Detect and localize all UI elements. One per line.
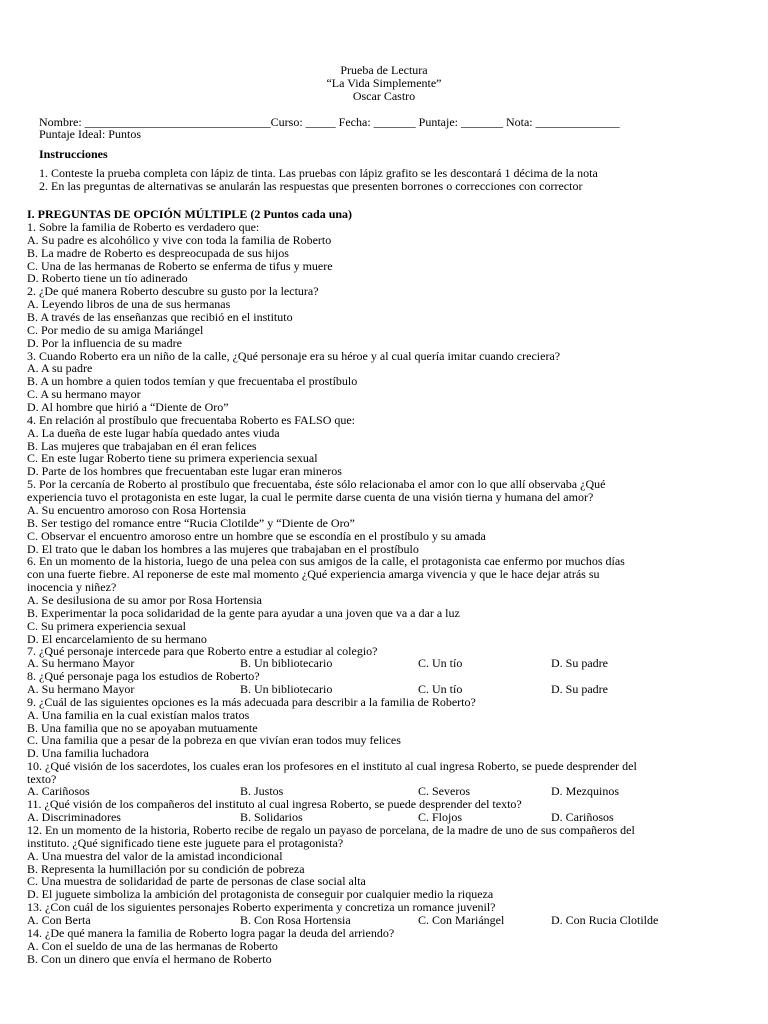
text-line: B. Con un dinero que envía el hermano de Roberto <box>27 951 272 966</box>
text-line: experiencia tuvo el protagonista en este lugar, la cual le permite darse cuenta de una visión tierna y humana del amor? <box>27 490 594 505</box>
text-line: C. Observar el encuentro amoroso entre un hombre que se escondía en el prostíbulo y su amada <box>27 528 486 543</box>
option: D. Con Rucia Clotilde <box>551 913 659 927</box>
text-line: A. A su padre <box>27 361 93 376</box>
text-line: A. Su padre es alcohólico y vive con toda la familia de Roberto <box>27 232 332 247</box>
text-line: B. Ser testigo del romance entre “Rucia Clotilde” y “Diente de Oro” <box>27 515 355 530</box>
option: A. Discriminadores <box>27 810 121 824</box>
student-info-line: Nombre: _______________________________Curso: _____ Fecha: _______ Puntaje: _______ Nota: ______________ <box>39 115 620 129</box>
text-line: 12. En un momento de la historia, Roberto recibe de regalo un payaso de porcelana, de la madre de uno de sus compañeros del <box>27 823 635 837</box>
instruction-item: 2. En las preguntas de alternativas se anularán las respuestas que presenten borrones o correcciones con corrector <box>39 179 583 193</box>
text-line: A. Una familia en la cual existían malos tratos <box>27 707 250 722</box>
option: A. Cariñosos <box>27 784 90 798</box>
text-line: D. Al hombre que hirió a “Diente de Oro” <box>27 400 229 415</box>
instruction-item: 1. Conteste la prueba completa con lápiz de tinta. Las pruebas con lápiz grafito se les descontará 1 décima de la nota <box>39 166 598 180</box>
text-line: 5. Por la cercanía de Roberto al prostíbulo que frecuentaba, éste sólo relacionaba el amor con lo que allí observaba ¿Qué <box>27 477 606 492</box>
option: C. Un tío <box>418 682 463 696</box>
option: A. Su hermano Mayor <box>27 682 135 696</box>
text-line: B. Representa la humillación por su condición de pobreza <box>27 861 305 876</box>
option: C. Severos <box>418 784 470 798</box>
book-title: “La Vida Simplemente” <box>326 76 442 90</box>
section-heading: I. PREGUNTAS DE OPCIÓN MÚLTIPLE (2 Puntos cada una) <box>27 207 353 221</box>
text-line: A. Leyendo libros de una de sus hermanas <box>27 297 231 312</box>
option: D. Su padre <box>551 682 608 696</box>
option: A. Con Berta <box>27 913 91 927</box>
text-line: D. Parte de los hombres que frecuentaban este lugar eran mineros <box>27 464 342 479</box>
text-line: 3. Cuando Roberto era un niño de la calle, ¿Qué personaje era su héroe y al cual quería imitar cuando creciera? <box>27 348 561 363</box>
option: C. Un tío <box>418 656 463 670</box>
text-line: A. La dueña de este lugar había quedado antes viuda <box>27 425 280 440</box>
text-line: D. El juguete simboliza la ambición del protagonista de conseguir por cualquier medio la riqueza <box>27 887 494 902</box>
text-line: instituto. ¿Qué significado tiene este juguete para el protagonista? <box>27 835 344 850</box>
text-line: con una fuerte fiebre. Al reponerse de este mal momento ¿Qué experiencia amarga vivencia y que le hace dejar atrás su <box>27 567 600 582</box>
text-line: C. Una familia que a pesar de la pobreza en que vivían eran todos muy felices <box>27 733 401 748</box>
text-line: C. En este lugar Roberto tiene su primera experiencia sexual <box>27 451 318 466</box>
text-line: A. Una muestra del valor de la amistad incondicional <box>27 848 283 863</box>
option: A. Su hermano Mayor <box>27 656 135 670</box>
exam-title: Prueba de Lectura <box>340 63 428 77</box>
book-author: Oscar Castro <box>352 89 416 103</box>
option: D. Su padre <box>551 656 608 670</box>
text-line: B. A un hombre a quien todos temían y que frecuentaba el prostíbulo <box>27 374 358 389</box>
option: B. Un bibliotecario <box>240 682 333 696</box>
text-line: 1. Sobre la familia de Roberto es verdadero que: <box>27 220 260 234</box>
text-line: 4. En relación al prostíbulo que frecuentaba Roberto es FALSO que: <box>27 412 356 427</box>
text-line: D. El trato que le daban los hombres a las mujeres que trabajaban en el prostíbulo <box>27 541 419 556</box>
text-line: B. A través de las enseñanzas que recibió en el instituto <box>27 310 293 325</box>
text-line: 9. ¿Cuál de las siguientes opciones es la más adecuada para describir a la familia de Roberto? <box>27 695 476 709</box>
text-line: B. Las mujeres que trabajaban en él eran felices <box>27 438 257 453</box>
option: B. Con Rosa Hortensia <box>240 913 351 927</box>
question-8: 8. ¿Qué personaje paga los estudios de Roberto? <box>27 669 260 683</box>
instructions-heading: Instrucciones <box>39 147 108 161</box>
text-line: inocencia y niñez? <box>27 580 117 595</box>
option: D. Cariñosos <box>551 810 614 824</box>
text-line: texto? <box>27 771 57 786</box>
option: C. Con Mariángel <box>418 913 505 927</box>
option: B. Un bibliotecario <box>240 656 333 670</box>
text-line: C. Una de las hermanas de Roberto se enferma de tifus y muere <box>27 258 333 273</box>
option: B. Solidarios <box>240 810 303 824</box>
text-line: 14. ¿De qué manera la familia de Roberto logra pagar la deuda del arriendo? <box>27 926 395 940</box>
text-line: C. Por medio de su amiga Mariángel <box>27 322 204 337</box>
text-line: C. Una muestra de solidaridad de parte de personas de clase social alta <box>27 874 366 889</box>
text-line: 2. ¿De qué manera Roberto descubre su gusto por la lectura? <box>27 284 319 299</box>
text-line: A. Con el sueldo de una de las hermanas de Roberto <box>27 938 278 953</box>
text-line: B. La madre de Roberto es despreocupada de sus hijos <box>27 245 289 260</box>
option: C. Flojos <box>418 810 463 824</box>
ideal-score-line: Puntaje Ideal: Puntos <box>39 127 141 141</box>
text-line: 7. ¿Qué personaje intercede para que Roberto entre a estudiar al colegio? <box>27 644 378 659</box>
text-line: A. Su encuentro amoroso con Rosa Hortensia <box>27 502 246 517</box>
option: B. Justos <box>240 784 284 798</box>
text-line: D. Por la influencia de su madre <box>27 335 182 350</box>
text-line: 13. ¿Con cuál de los siguientes personajes Roberto experimenta y concretiza un romance juvenil? <box>27 900 496 915</box>
text-line: B. Una familia que no se apoyaban mutuamente <box>27 720 258 735</box>
text-line: C. A su hermano mayor <box>27 387 141 402</box>
text-line: A. Se desilusiona de su amor por Rosa Hortensia <box>27 592 262 607</box>
text-line: B. Experimentar la poca solidaridad de la gente para ayudar a una joven que va a dar a luz <box>27 605 460 620</box>
text-line: C. Su primera experiencia sexual <box>27 618 186 633</box>
question-11: 11. ¿Qué visión de los compañeros del instituto al cual ingresa Roberto, se puede desprender del texto? <box>27 797 522 811</box>
text-line: D. Roberto tiene un tío adinerado <box>27 271 188 286</box>
text-line: D. Una familia luchadora <box>27 746 149 761</box>
option: D. Mezquinos <box>551 784 619 798</box>
text-line: D. El encarcelamiento de su hermano <box>27 631 207 646</box>
text-line: 6. En un momento de la historia, luego de una pelea con sus amigos de la calle, el protagonista cae enfermo por muchos días <box>27 554 625 569</box>
text-line: 10. ¿Qué visión de los sacerdotes, los cuales eran los profesores en el instituto al cual ingresa Roberto, se puede desprender del <box>27 759 637 773</box>
